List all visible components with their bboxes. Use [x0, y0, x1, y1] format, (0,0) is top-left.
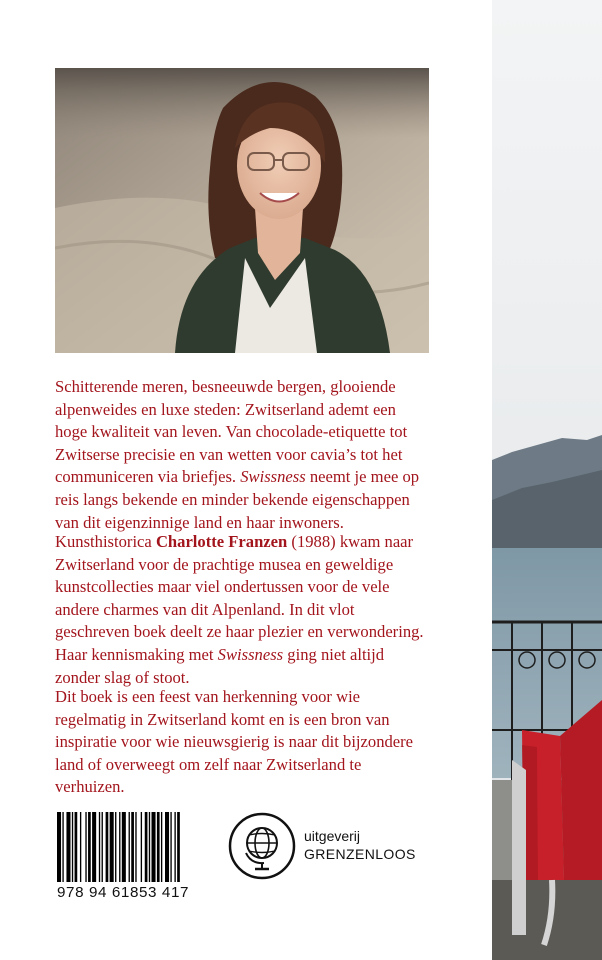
barcode-bar [174, 812, 175, 882]
barcode-bar [80, 812, 81, 882]
barcode-bar [141, 812, 142, 882]
barcode-bar [122, 812, 126, 882]
lake-bench-photo [492, 0, 602, 960]
barcode-bar [145, 812, 148, 882]
publisher-line-1: uitgeverij [304, 828, 361, 844]
barcode-bar [102, 812, 103, 882]
author-name: Charlotte Franzen [155, 532, 288, 551]
barcode-bar [157, 812, 160, 882]
barcode-bar [99, 812, 100, 882]
barcode-bar [75, 812, 78, 882]
barcode-bar [85, 812, 86, 882]
barcode-bar [88, 812, 91, 882]
globe-icon [228, 812, 296, 880]
barcode-bar [62, 812, 63, 882]
barcode-bar [135, 812, 136, 882]
barcode-bar [106, 812, 109, 882]
barcode-bar [66, 812, 70, 882]
barcode-bar [115, 812, 116, 882]
barcode-bar [119, 812, 120, 882]
blurb-paragraph-1: Schitterende meren, besneeuwde bergen, glooiende alpenweides en luxe steden: Zwitserland ademt een hoge kwaliteit van leven. Van chocolade-etiquette tot Zwitserse precisie en van wetten voor cavia’s tot het communiceren via briefjes. Swissness neemt je mee op reis langs bekende en minder bekende eigenschappen van dit eigenzinnige land en haar inwoners. [55, 377, 420, 532]
blurb-paragraph-2: Kunsthistorica Charlotte Franzen (1988) kwam naar Zwitserland voor de prachtige musea en geweldige kunstcollecties maar viel ondertussen voor de vele andere charmes van dit Alpenland. In dit vlot geschreven boek deelt ze haar plezier en verwondering. Haar kennismaking met Swissness ging niet altijd zonder slag of stoot. [55, 532, 424, 687]
barcode-bar [161, 812, 162, 882]
isbn-number: 978 94 61853 417 [57, 884, 190, 901]
book-title-emphasis: Swissness [240, 467, 306, 487]
barcode-bar [131, 812, 134, 882]
barcode-bar [72, 812, 73, 882]
barcode-bar [177, 812, 180, 882]
barcode-bar [165, 812, 169, 882]
author-photo [55, 68, 429, 353]
blurb-paragraph-3: Dit boek is een feest van herkenning voor wie regelmatig in Zwitserland komt en is een bron van inspiratie voor wie nieuwsgierig is naar dit bijzondere land of overweegt om zelf naar Zwitserland te verhuizen. [55, 687, 414, 797]
barcode-bar [110, 812, 114, 882]
barcode-bar [57, 812, 61, 882]
publisher-line-2: GRENZENLOOS [304, 846, 416, 862]
book-title-emphasis: Swissness [217, 644, 284, 664]
barcode-bar [170, 812, 171, 882]
barcode-bar [149, 812, 150, 882]
barcode-bar [129, 812, 130, 882]
barcode-bar [152, 812, 156, 882]
publisher-name [304, 827, 416, 863]
barcode-bar [92, 812, 96, 882]
